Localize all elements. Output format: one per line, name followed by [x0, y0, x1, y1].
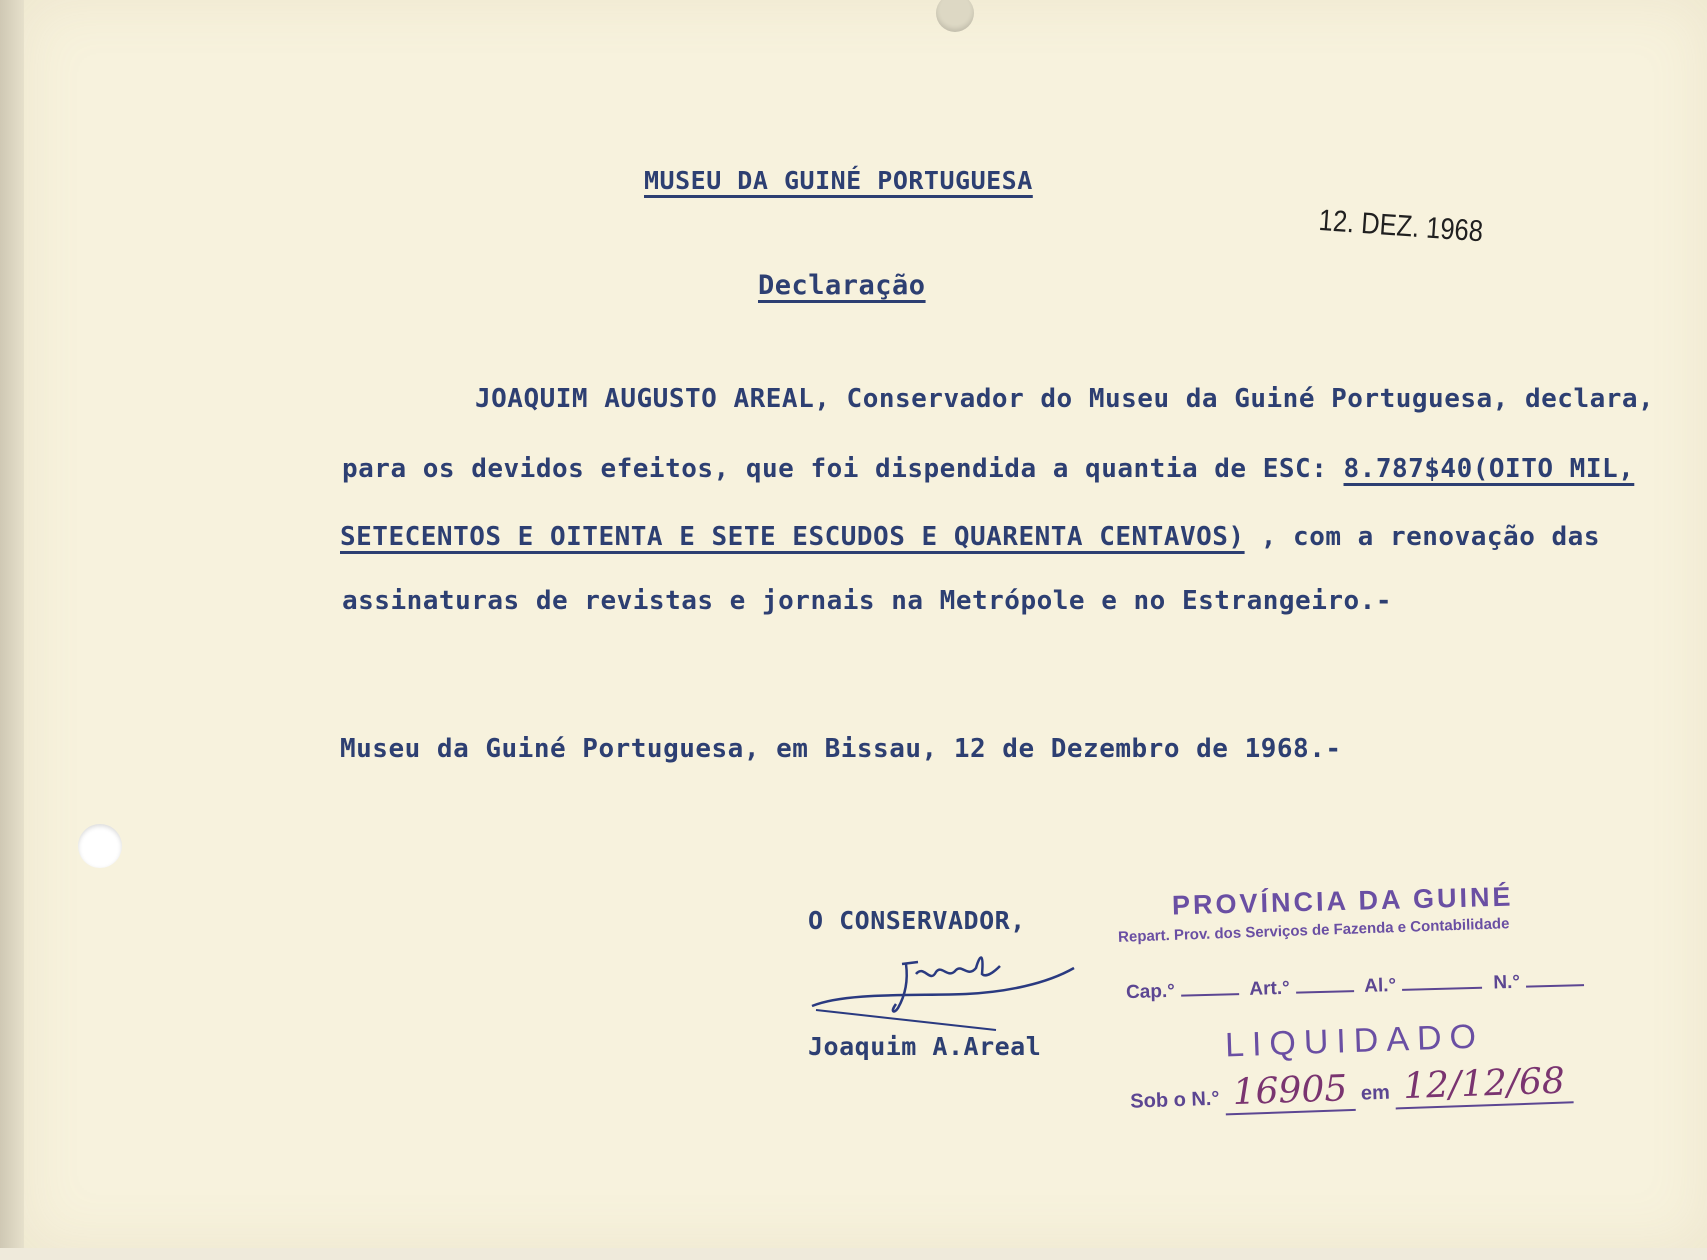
body-line-2: [342, 454, 1634, 484]
stamp-al-blank: [1402, 987, 1482, 991]
declarant-name: JOAQUIM AUGUSTO AREAL: [475, 384, 815, 414]
stamp-province: PROVÍNCIA DA GUINÉ: [1171, 881, 1514, 921]
signatory-name: Joaquim A.Areal: [808, 1032, 1042, 1061]
stamp-art-blank: [1296, 990, 1354, 994]
body-line-3: [340, 522, 1600, 552]
stamp-n-blank: [1526, 984, 1584, 988]
place-and-date: Museu da Guiné Portuguesa, em Bissau, 12 de Dezembro de 1968.-: [340, 734, 1342, 764]
page-bottom-edge: [0, 1248, 1707, 1260]
body-line-2-text: para os devidos efeitos, que foi dispendida a quantia de ESC:: [342, 454, 1344, 484]
signature-stroke-name: [902, 957, 1000, 976]
stamp-sob-label: Sob o N.°: [1129, 1087, 1220, 1113]
signature-stroke-tail: [816, 1010, 996, 1030]
amount-words: SETECENTOS E OITENTA E SETE ESCUDOS E QUARENTA CENTAVOS): [340, 522, 1245, 552]
stamp-n-label: N.°: [1493, 971, 1521, 994]
stamp-cap-blank: [1181, 993, 1239, 997]
signature-stroke-initial: [893, 964, 907, 1011]
stamp-cap-label: Cap.°: [1125, 980, 1176, 1004]
page-left-shadow: [0, 0, 24, 1260]
date-stamp: 12. DEZ. 1968: [1317, 204, 1485, 249]
stamp-liquidado: LIQUIDADO: [1224, 1017, 1485, 1065]
signatory-role: O CONSERVADOR,: [808, 906, 1026, 935]
body-line-4: assinaturas de revistas e jornais na Metrópole e no Estrangeiro.-: [342, 586, 1392, 616]
body-line-1: [475, 384, 1654, 414]
museum-header: MUSEU DA GUINÉ PORTUGUESA: [644, 166, 1033, 195]
stamp-em-label: em: [1360, 1081, 1391, 1105]
stamp-al-label: Al.°: [1363, 975, 1397, 997]
stamp-art-label: Art.°: [1249, 977, 1290, 1000]
body-line-1-rest: , Conservador do Museu da Guiné Portuguesa, declara,: [814, 384, 1655, 414]
document-title: Declaração: [758, 270, 926, 301]
amount-figure: 8.787$40(OITO MIL,: [1343, 454, 1635, 484]
handwritten-signature: [806, 934, 1106, 1044]
stamp-em-date: 12/12/68: [1394, 1060, 1573, 1109]
stamp-department: Repart. Prov. dos Serviços de Fazenda e Contabilidade: [1117, 915, 1510, 946]
body-line-3-rest: , com a renovação das: [1244, 522, 1600, 552]
stamp-sob-number: 16905: [1224, 1068, 1356, 1116]
punch-hole-side: [78, 824, 122, 868]
signature-stroke-base: [812, 968, 1074, 1006]
